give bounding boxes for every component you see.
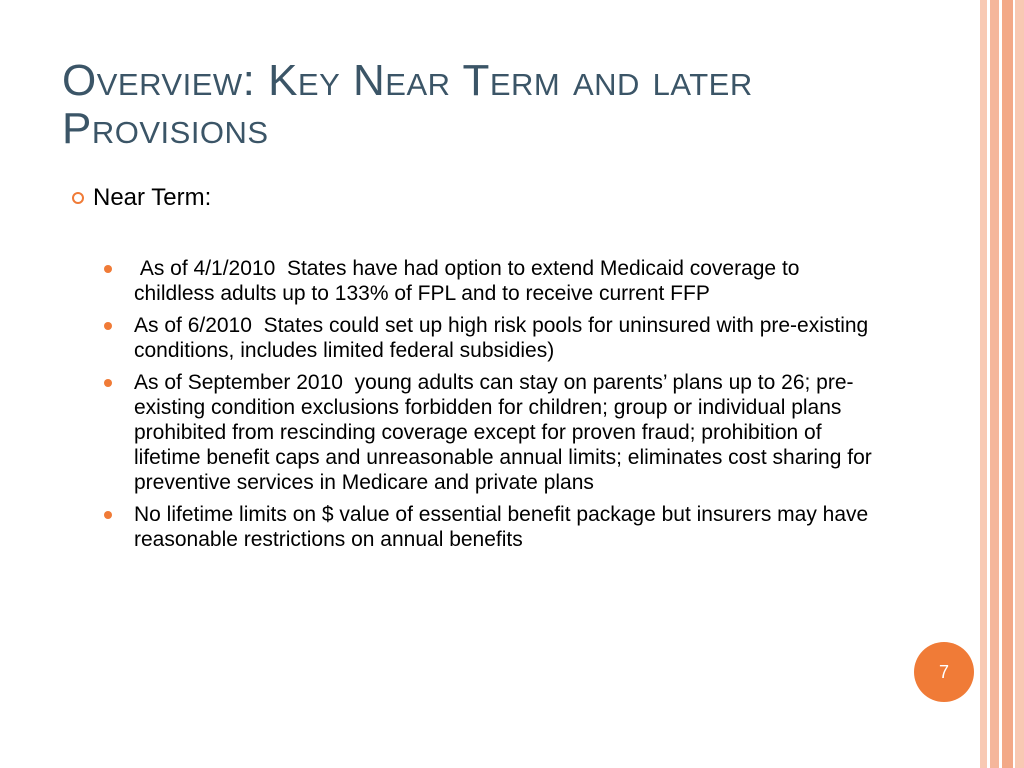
decorative-stripe <box>1002 0 1013 768</box>
dot-bullet-icon <box>104 379 112 387</box>
list-item-text: No lifetime limits on $ value of essential benefit package but insurers may have reasonable restrictions on annual benefits <box>134 503 875 551</box>
list-item <box>104 370 884 495</box>
list-item-text: As of September 2010 young adults can stay on parents’ plans up to 26; pre-existing condition exclusions forbidden for children; group or individual plans prohibited from rescinding coverage except for proven fraud; prohibition of lifetime benefit caps and unreasonable annual limits; eliminates cost sharing for preventive services in Medicare and private plans <box>134 371 878 494</box>
dot-bullet-icon <box>104 265 112 273</box>
page-number-badge <box>914 642 974 702</box>
list-item <box>104 313 884 363</box>
decorative-stripe <box>980 0 987 768</box>
decorative-stripe <box>990 0 999 768</box>
list-item <box>104 256 884 306</box>
list-item-text: As of 4/1/2010 States have had option to extend Medicaid coverage to childless adults up to 133% of FPL and to receive current FFP <box>134 257 806 305</box>
level1-bullet-text: Near Term: <box>93 184 212 211</box>
ring-bullet-icon <box>72 192 84 204</box>
list-item <box>104 502 884 552</box>
dot-bullet-icon <box>104 322 112 330</box>
provision-list <box>104 256 884 559</box>
decorative-stripe <box>1015 0 1024 768</box>
list-item-text: As of 6/2010 States could set up high risk pools for uninsured with pre-existing conditions, includes limited federal subsidies) <box>134 314 875 362</box>
slide-title: Overview: Key Near Term and later Provisions <box>62 56 753 153</box>
page-number: 7 <box>938 661 949 682</box>
dot-bullet-icon <box>104 511 112 519</box>
level1-bullet-item <box>72 182 892 214</box>
